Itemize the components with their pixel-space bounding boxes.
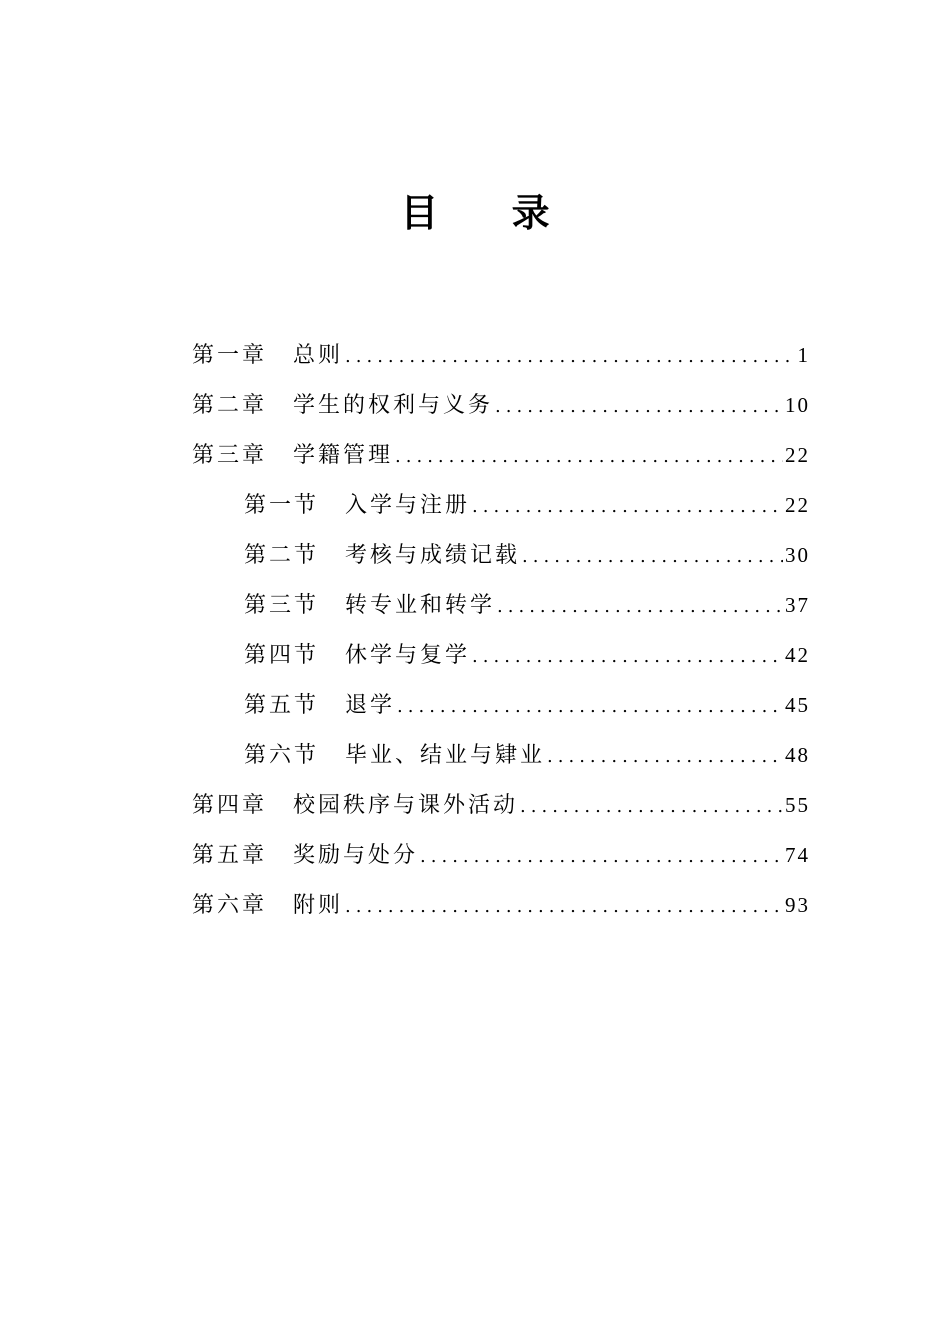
table-of-contents <box>192 330 810 930</box>
toc-leader-dots <box>397 682 783 732</box>
toc-leader-dots <box>395 432 783 482</box>
toc-leader-dots <box>520 782 783 832</box>
toc-entry-page-number: 1 <box>797 343 810 367</box>
toc-entry-label: 第一节 <box>244 493 320 518</box>
toc-leader-dots <box>345 882 783 932</box>
toc-entry-page-number: 22 <box>785 493 810 517</box>
toc-leader-dots <box>547 732 783 782</box>
toc-entry-label: 第五节 <box>244 693 320 718</box>
toc-leader-dots <box>472 632 783 682</box>
toc-entry-page-number: 48 <box>785 743 810 767</box>
toc-entry-page-number: 30 <box>785 543 810 567</box>
toc-entry-label: 第四节 <box>244 643 320 668</box>
toc-entry-label: 第四章 <box>192 793 268 818</box>
toc-leader-dots <box>472 482 783 532</box>
toc-entry-section-3[interactable] <box>192 580 810 630</box>
toc-leader-dots <box>420 832 783 882</box>
toc-entry-chapter-5[interactable] <box>192 830 810 880</box>
toc-entry-heading: 学生的权利与义务 <box>293 393 494 418</box>
page-title: 目 录 <box>400 190 580 235</box>
toc-entry-label: 第六章 <box>192 893 268 918</box>
toc-entry-label: 第三节 <box>244 593 320 618</box>
toc-entry-section-1[interactable] <box>192 480 810 530</box>
toc-entry-heading: 奖励与处分 <box>293 843 419 868</box>
toc-leader-dots <box>345 332 795 382</box>
toc-entry-page-number: 55 <box>785 793 810 817</box>
toc-entry-chapter-4[interactable] <box>192 780 810 830</box>
toc-entry-section-5[interactable] <box>192 680 810 730</box>
toc-entry-heading: 退学 <box>345 693 396 718</box>
toc-entry-chapter-3[interactable] <box>192 430 810 480</box>
toc-entry-section-2[interactable] <box>192 530 810 580</box>
toc-entry-heading: 附则 <box>293 893 344 918</box>
toc-leader-dots <box>497 582 783 632</box>
toc-entry-page-number: 22 <box>785 443 810 467</box>
toc-entry-heading: 毕业、结业与肄业 <box>345 743 546 768</box>
toc-entry-page-number: 10 <box>785 393 810 417</box>
toc-entry-page-number: 93 <box>785 893 810 917</box>
toc-entry-section-6[interactable] <box>192 730 810 780</box>
toc-entry-page-number: 74 <box>785 843 810 867</box>
toc-entry-heading: 考核与成绩记载 <box>345 543 521 568</box>
toc-entry-label: 第六节 <box>244 743 320 768</box>
toc-entry-label: 第一章 <box>192 343 268 368</box>
toc-entry-heading: 校园秩序与课外活动 <box>293 793 519 818</box>
toc-entry-heading: 总则 <box>293 343 344 368</box>
toc-entry-chapter-2[interactable] <box>192 380 810 430</box>
toc-entry-chapter-6[interactable] <box>192 880 810 930</box>
toc-leader-dots <box>522 532 783 582</box>
toc-entry-heading: 转专业和转学 <box>345 593 496 618</box>
toc-entry-label: 第二章 <box>192 393 268 418</box>
toc-entry-label: 第三章 <box>192 443 268 468</box>
toc-entry-heading: 休学与复学 <box>345 643 471 668</box>
toc-entry-page-number: 42 <box>785 643 810 667</box>
toc-entry-label: 第二节 <box>244 543 320 568</box>
toc-entry-section-4[interactable] <box>192 630 810 680</box>
toc-entry-heading: 学籍管理 <box>293 443 394 468</box>
toc-entry-page-number: 45 <box>785 693 810 717</box>
toc-entry-heading: 入学与注册 <box>345 493 471 518</box>
toc-entry-label: 第五章 <box>192 843 268 868</box>
toc-entry-page-number: 37 <box>785 593 810 617</box>
toc-leader-dots <box>495 382 783 432</box>
toc-entry-chapter-1[interactable] <box>192 330 810 380</box>
